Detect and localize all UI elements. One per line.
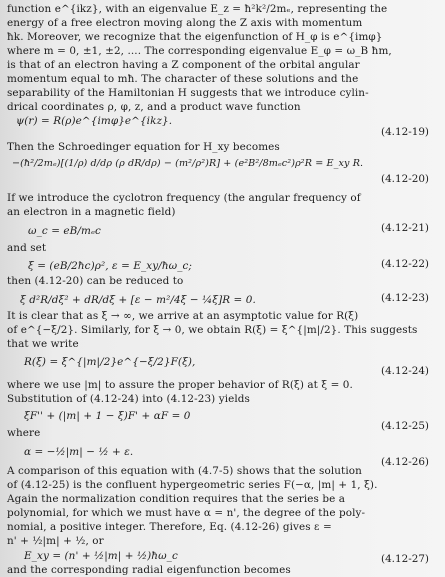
text-line-12: and set bbox=[7, 242, 47, 254]
text-line-20: A comparison of this equation with (4.7-5) shows that the solution bbox=[7, 465, 362, 477]
equation-reduced-radial: ξ d²R/dξ² + dR/dξ + [ε − m²/4ξ − ¼ξ]R = 0. bbox=[20, 294, 256, 306]
text-line-25: n' + ½|m| + ½, or bbox=[7, 535, 104, 547]
equation-energy-levels: E_xy = (n' + ½|m| + ½)ħω_c bbox=[24, 550, 178, 562]
text-line-6: momentum equal to mħ. The character of these solutions and the bbox=[7, 73, 359, 85]
text-line-19: where bbox=[7, 427, 41, 439]
text-line-26: and the corresponding radial eigenfunction becomes bbox=[7, 564, 291, 576]
text-line-23: polynomial, for which we must have α = n', the degree of the poly- bbox=[7, 507, 366, 519]
equation-number-4-12-19: (4.12-19) bbox=[381, 126, 429, 138]
text-line-15: of e^{−ξ/2}. Similarly, for ξ → 0, we obtain R(ξ) = ξ^{|m|/2}. This suggests bbox=[7, 324, 418, 336]
equation-number-4-12-23: (4.12-23) bbox=[381, 292, 429, 304]
equation-number-4-12-27: (4.12-27) bbox=[381, 553, 429, 565]
equation-r-of-xi: R(ξ) = ξ^{|m|/2}e^{−ξ/2}F(ξ), bbox=[24, 356, 196, 368]
equation-number-4-12-24: (4.12-24) bbox=[381, 365, 429, 377]
text-line-21: of (4.12-25) is the confluent hypergeometric series F(−α, |m| + 1, ξ). bbox=[7, 479, 378, 491]
text-line-3: ħk. Moreover, we recognize that the eigenfunction of H_φ is e^{imφ} bbox=[7, 31, 383, 43]
equation-confluent-ode: ξF'' + (|m| + 1 − ξ)F' + αF = 0 bbox=[24, 410, 191, 422]
text-line-10: If we introduce the cyclotron frequency (the angular frequency of bbox=[7, 192, 361, 204]
text-line-14: It is clear that as ξ → ∞, we arrive at an asymptotic value for R(ξ) bbox=[7, 310, 359, 322]
text-line-11: an electron in a magnetic field) bbox=[7, 206, 176, 218]
equation-wave-function: ψ(r) = R(ρ)e^{imφ}e^{ikz}. bbox=[16, 115, 173, 127]
text-line-9: Then the Schroedinger equation for H_xy becomes bbox=[7, 141, 280, 153]
text-line-1: function e^{ikz}, with an eigenvalue E_z = ħ²k²/2mₑ, representing the bbox=[7, 3, 388, 15]
text-line-13: then (4.12-20) can be reduced to bbox=[7, 275, 184, 287]
text-line-2: energy of a free electron moving along the Z axis with momentum bbox=[7, 17, 363, 29]
text-line-7: separability of the Hamiltonian H suggests that we introduce cylin- bbox=[7, 87, 369, 99]
equation-number-4-12-20: (4.12-20) bbox=[381, 173, 429, 185]
equation-xi-epsilon: ξ = (eB/2ħc)ρ², ε = E_xy/ħω_c; bbox=[28, 260, 193, 272]
equation-number-4-12-26: (4.12-26) bbox=[381, 456, 429, 468]
text-line-17: where we use |m| to assure the proper behavior of R(ξ) at ξ = 0. bbox=[7, 379, 353, 391]
text-line-4: where m = 0, ±1, ±2, .... The corresponding eigenvalue E_φ = ω_B ħm, bbox=[7, 45, 392, 57]
equation-number-4-12-22: (4.12-22) bbox=[381, 258, 429, 270]
equation-alpha: α = −½|m| − ½ + ε. bbox=[24, 446, 134, 458]
equation-number-4-12-21: (4.12-21) bbox=[381, 222, 429, 234]
text-line-8: drical coordinates ρ, φ, z, and a product wave function bbox=[7, 101, 301, 113]
text-line-24: nomial, a positive integer. Therefore, Eq. (4.12-26) gives ε = bbox=[7, 521, 332, 533]
text-line-16: that we write bbox=[7, 338, 79, 350]
text-line-18: Substitution of (4.12-24) into (4.12-23) yields bbox=[7, 393, 250, 405]
equation-cyclotron-frequency: ω_c = eB/mₑc bbox=[28, 225, 101, 237]
equation-schroedinger-radial: −(ħ²/2mₑ)[(1/ρ) d/dρ (ρ dR/dρ) − (m²/ρ²)R] + (e²B²/8mₑc²)ρ²R = E_xy R. bbox=[12, 158, 364, 169]
text-line-5: is that of an electron having a Z component of the orbital angular bbox=[7, 59, 360, 71]
text-line-22: Again the normalization condition requires that the series be a bbox=[7, 493, 346, 505]
equation-number-4-12-25: (4.12-25) bbox=[381, 420, 429, 432]
